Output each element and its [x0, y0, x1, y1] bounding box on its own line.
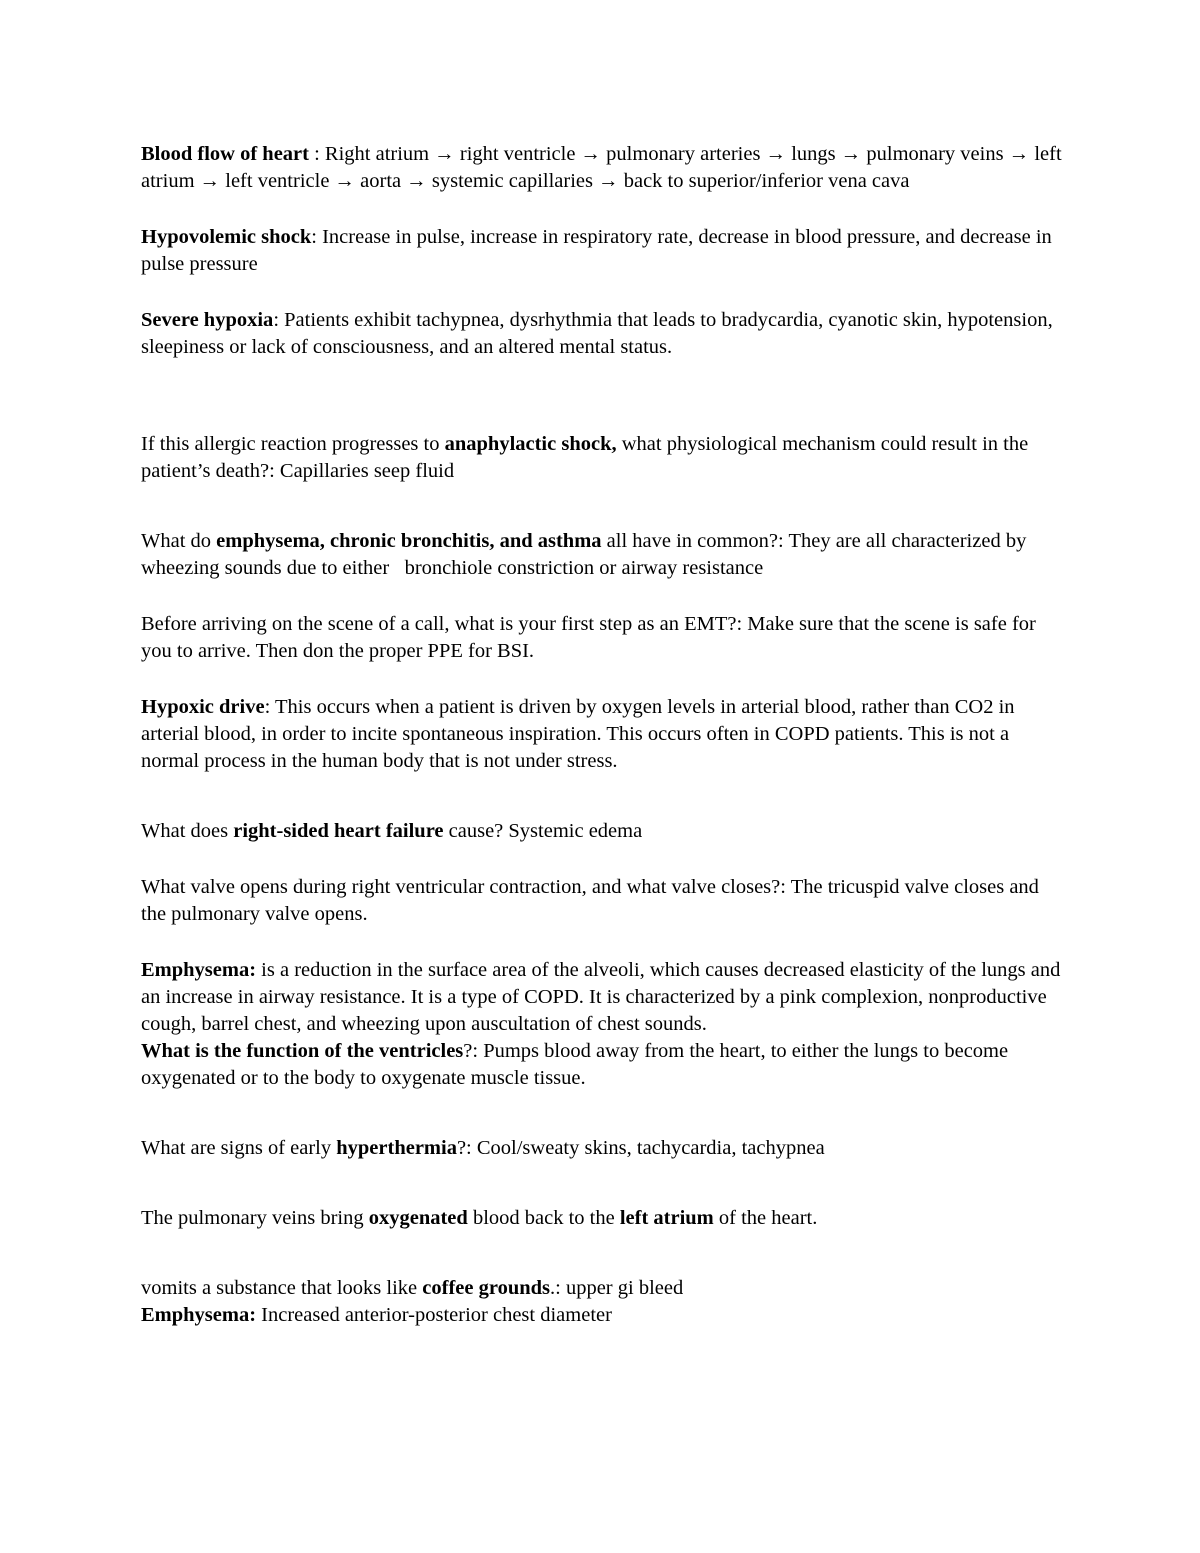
paragraph-anaphylactic-shock: [141, 431, 1066, 485]
question-lead: What are signs of early: [141, 1137, 337, 1159]
term-ventricles-function: What is the function of the ventricles: [141, 1040, 464, 1062]
term-emphysema-bronchitis-asthma: emphysema, chronic bronchitis, and asthma: [216, 530, 602, 552]
question-lead: What do: [141, 530, 217, 552]
question-answer-first-step: Before arriving on the scene of a call, what is your first step as an EMT?: Make sure that the scene is safe for you to arrive. Then don the proper PPE for BSI.: [141, 613, 1036, 662]
paragraph-severe-hypoxia: [141, 307, 1066, 361]
question-answer-valves: What valve opens during right ventricular contraction, and what valve closes?: The tricuspid valve closes and the pulmonary valve opens.: [141, 876, 1039, 925]
statement-lead: The pulmonary veins bring: [141, 1207, 369, 1229]
definition-blood-flow: : Right atrium → right ventricle → pulmonary arteries → lungs → pulmonary veins → left atrium → left ventricle → aorta → systemic capillaries → back to superior/inferior vena cava: [141, 143, 1062, 192]
paragraph-right-sided-heart-failure: [141, 818, 1066, 845]
answer-hyperthermia: ?: Cool/sweaty skins, tachycardia, tachypnea: [456, 1137, 825, 1159]
paragraph-emphysema-definition: [141, 957, 1066, 1038]
spacer: [141, 1232, 1066, 1275]
answer-common-trait: all have in common?: They are all characterized by wheezing sounds due to either bronchiole constriction or airway resistance: [141, 530, 1032, 579]
spacer: [141, 665, 1066, 694]
term-hypoxic-drive: Hypoxic drive: [141, 696, 265, 718]
term-severe-hypoxia: Severe hypoxia: [141, 309, 274, 331]
question-lead: What does: [141, 820, 234, 842]
spacer: [141, 1092, 1066, 1135]
answer-anaphylactic-shock: what physiological mechanism could result in the patient’s death?: Capillaries seep fluid: [141, 433, 1029, 482]
term-anaphylactic-shock: anaphylactic shock,: [444, 433, 617, 455]
spacer: [141, 278, 1066, 307]
paragraph-emphysema-chest: [141, 1302, 1066, 1329]
paragraph-blood-flow: [141, 141, 1066, 195]
definition-severe-hypoxia: : Patients exhibit tachypnea, dysrhythmia that leads to bradycardia, cyanotic skin, hypotension, sleepiness or lack of consciousness, and an altered mental status.: [141, 309, 1053, 358]
spacer: [141, 775, 1066, 818]
term-coffee-grounds: coffee grounds: [422, 1277, 551, 1299]
paragraph-pulmonary-veins: [141, 1205, 1066, 1232]
answer-ventricles-function: ?: Pumps blood away from the heart, to either the lungs to become oxygenated or to the body to oxygenate muscle tissue.: [141, 1040, 1009, 1089]
paragraph-hypovolemic-shock: [141, 224, 1066, 278]
document-body: [141, 141, 1066, 1329]
term-emphysema: Emphysema:: [141, 959, 257, 981]
spacer: [141, 1162, 1066, 1205]
definition-hypovolemic-shock: : Increase in pulse, increase in respiratory rate, decrease in blood pressure, and decrease in pulse pressure: [141, 226, 1052, 275]
answer-right-sided-heart-failure: cause? Systemic edema: [443, 820, 643, 842]
term-blood-flow: Blood flow of heart: [141, 143, 309, 165]
paragraph-early-hyperthermia: [141, 1135, 1066, 1162]
paragraph-ventricles-function: [141, 1038, 1066, 1092]
spacer: [141, 845, 1066, 874]
statement-middle: blood back to the: [467, 1207, 620, 1229]
paragraph-hypoxic-drive: [141, 694, 1066, 775]
question-lead: vomits a substance that looks like: [141, 1277, 423, 1299]
term-oxygenated: oxygenated: [368, 1207, 468, 1229]
spacer: [141, 361, 1066, 431]
term-right-sided-heart-failure: right-sided heart failure: [233, 820, 444, 842]
paragraph-valves: [141, 874, 1066, 928]
definition-emphysema: is a reduction in the surface area of the alveoli, which causes decreased elasticity of the lungs and an increase in airway resistance. It is a type of COPD. It is characterized by a pink complexion, nonproductive cough, barrel chest, and wheezing upon auscultation of chest sounds.: [141, 959, 1061, 1035]
term-hypovolemic-shock: Hypovolemic shock: [141, 226, 312, 248]
question-lead: If this allergic reaction progresses to: [141, 433, 445, 455]
definition-hypoxic-drive: : This occurs when a patient is driven by oxygen levels in arterial blood, rather than CO2 in arterial blood, in order to incite spontaneous inspiration. This occurs often in COPD patients. This is not a normal process in the human body that is not under stress.: [141, 696, 1015, 772]
statement-end: of the heart.: [713, 1207, 818, 1229]
definition-emphysema-chest: Increased anterior-posterior chest diameter: [256, 1304, 612, 1326]
spacer: [141, 195, 1066, 224]
paragraph-emphysema-bronchitis-asthma: [141, 528, 1066, 582]
spacer: [141, 485, 1066, 528]
term-hyperthermia: hyperthermia: [336, 1137, 457, 1159]
term-emphysema: Emphysema:: [141, 1304, 257, 1326]
spacer: [141, 928, 1066, 957]
term-left-atrium: left atrium: [619, 1207, 714, 1229]
answer-coffee-grounds: .: upper gi bleed: [550, 1277, 684, 1299]
spacer: [141, 582, 1066, 611]
paragraph-first-step-emt: [141, 611, 1066, 665]
paragraph-coffee-grounds: [141, 1275, 1066, 1302]
